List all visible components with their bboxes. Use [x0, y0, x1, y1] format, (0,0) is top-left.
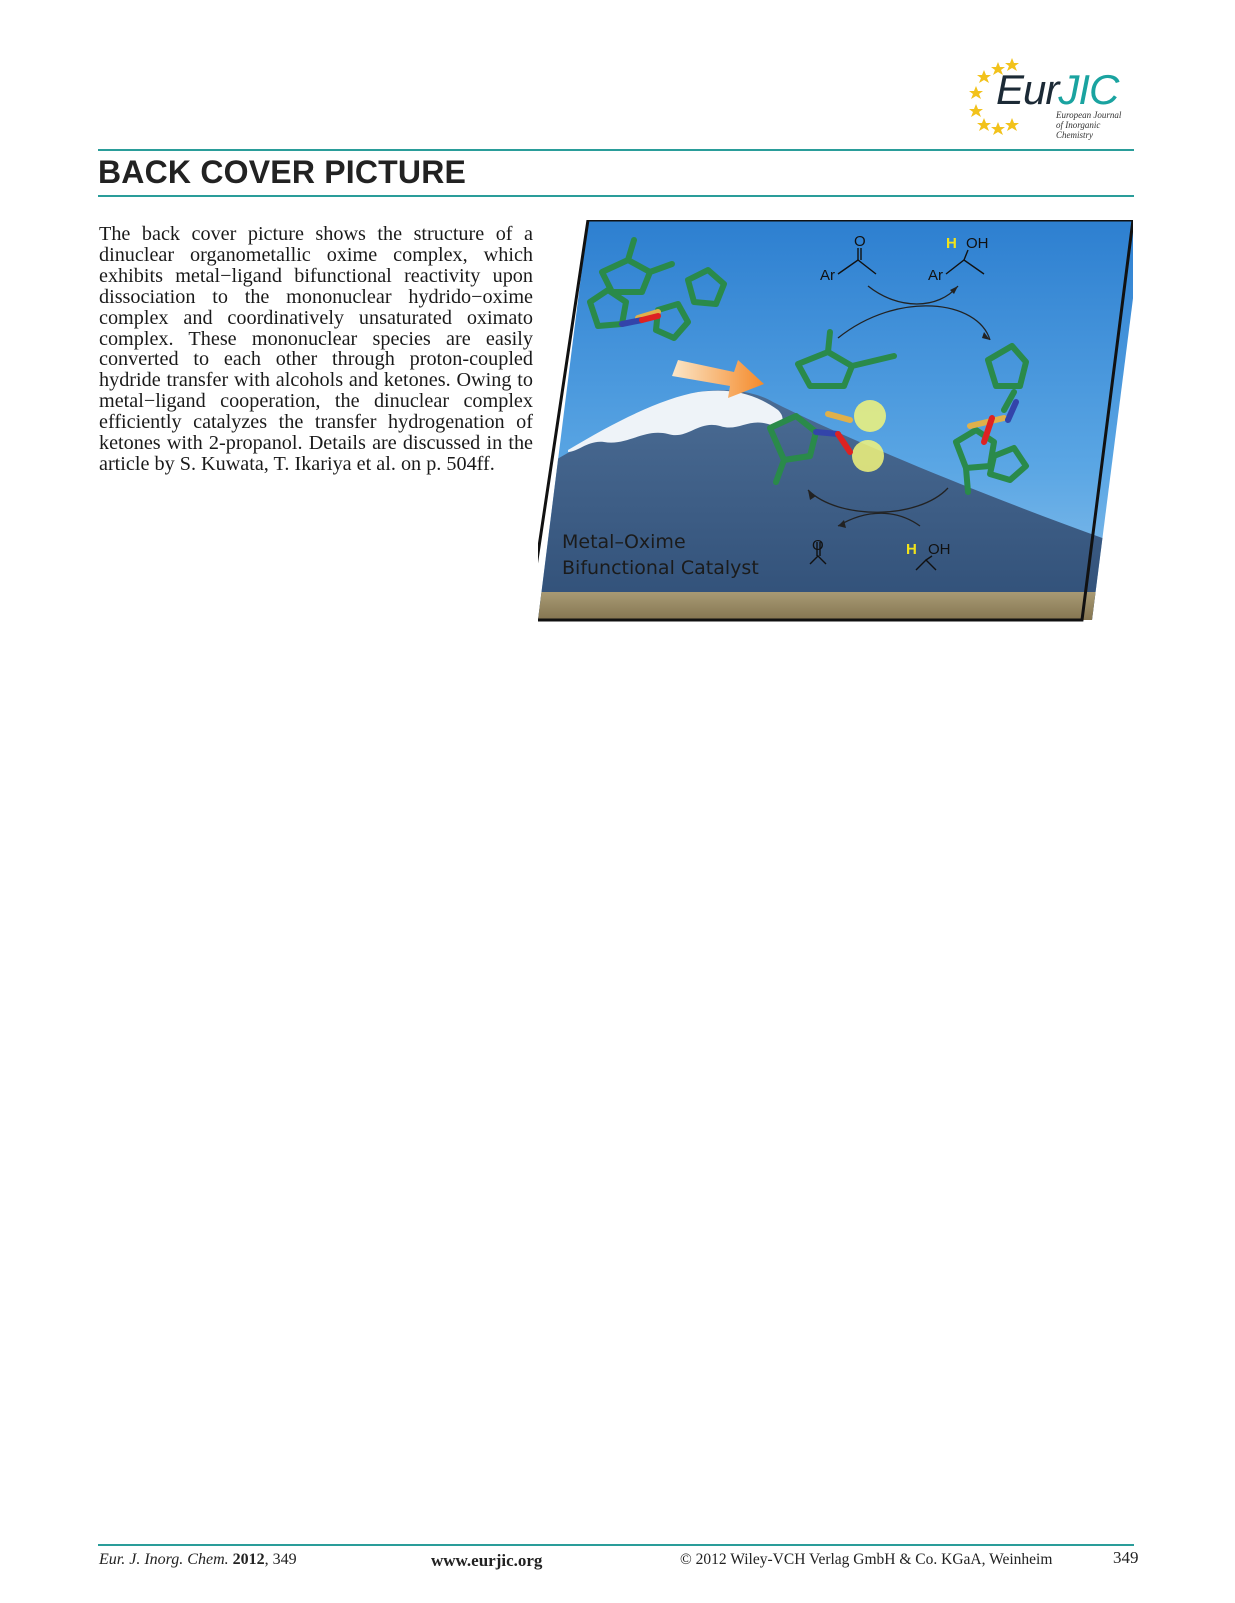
logo-subtitle-line2: of Inorganic Chemistry	[1056, 120, 1101, 140]
propanol-oh: OH	[928, 541, 951, 558]
footer-page-number: 349	[1113, 1548, 1139, 1567]
logo-wordmark	[996, 68, 1118, 112]
page-title: BACK COVER PICTURE	[98, 154, 467, 190]
footer-copyright: © 2012 Wiley-VCH Verlag GmbH & Co. KGaA, Weinheim	[680, 1551, 1053, 1568]
footer-journal: Eur. J. Inorg. Chem.	[99, 1551, 229, 1568]
caption-line1: Metal–Oxime	[562, 531, 686, 553]
article-paragraph: The back cover picture shows the structure of a dinuclear organometallic oxime complex, which exhibits metal−ligand bifunctional reactivity upon dissociation to the mononuclear hydrido−oxime complex and coordinatively unsaturated oximato complex. These mononuclear species are easily converted to each other through proton-coupled hydride transfer with alcohols and ketones. Owing to metal−ligand cooperation, the dinuclear complex efficiently catalyzes the transfer hydrogenation of ketones with 2-propanol. Details are discussed in the article by S. Kuwata, T. Ikariya et al. on p. 504ff.	[99, 223, 533, 475]
acetone-o: O	[812, 537, 824, 554]
cover-illustration	[538, 220, 1133, 635]
caption-line2: Bifunctional Catalyst	[562, 557, 759, 579]
footer-citation	[99, 1551, 297, 1569]
grass-foreground	[538, 592, 1133, 635]
ketone-ar: Ar	[820, 267, 835, 284]
footer-website-link[interactable]: www.eurjic.org	[431, 1551, 543, 1570]
footer-rule	[98, 1544, 1134, 1546]
footer-page-ref: , 349	[264, 1551, 297, 1568]
alcohol-ar: Ar	[928, 267, 943, 284]
footer-year: 2012	[232, 1551, 265, 1568]
logo-subtitle-line1: European Journal	[1056, 110, 1122, 120]
header-rule-bottom	[98, 195, 1134, 197]
propanol-h: H	[906, 541, 917, 558]
logo-eur: Eur	[996, 66, 1059, 113]
logo-jic: JIC	[1058, 66, 1119, 113]
alcohol-oh: OH	[966, 235, 989, 252]
ketone-o: O	[854, 233, 866, 250]
logo-subtitle	[1056, 110, 1138, 140]
header-rule-top	[98, 149, 1134, 151]
journal-logo	[968, 58, 1138, 140]
alcohol-h: H	[946, 235, 957, 252]
